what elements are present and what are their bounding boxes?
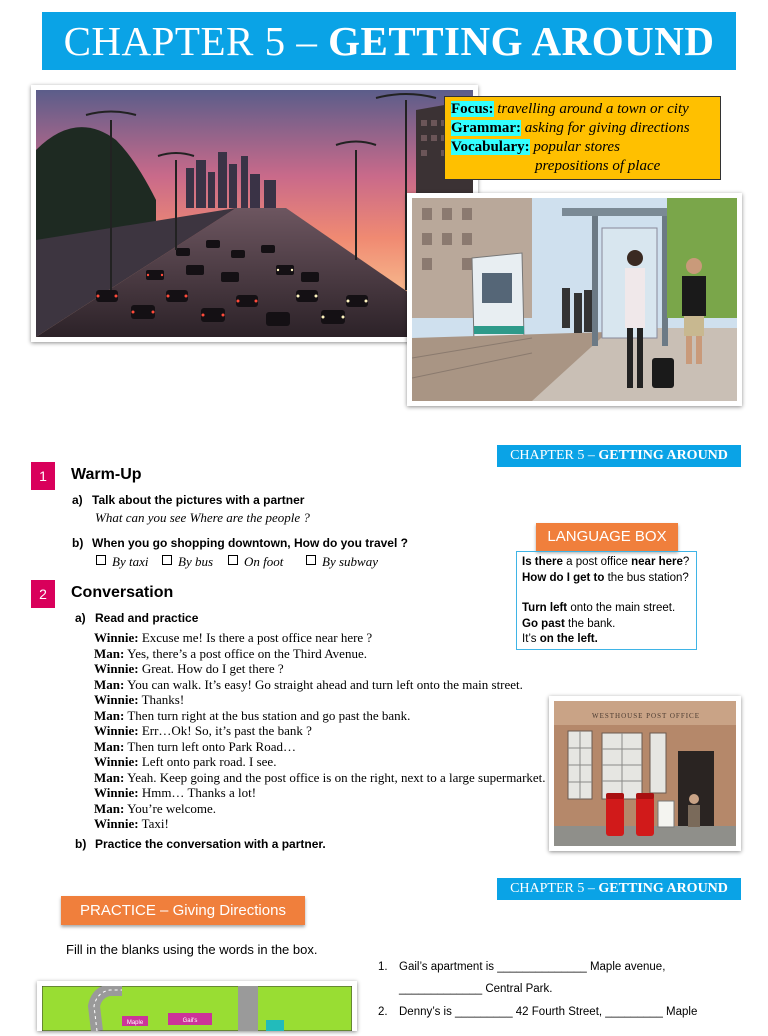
section-number-badge: 2 <box>31 580 55 608</box>
dialog-line <box>94 770 554 786</box>
line-text: Then turn right at the bus station and go past the bank. <box>124 707 411 723</box>
warmup-b <box>72 536 408 550</box>
speaker: Winnie: <box>94 785 139 800</box>
question-number: 2. <box>378 1006 388 1018</box>
vocabulary-label: Vocabulary: <box>451 139 530 155</box>
line-text: You can walk. It’s easy! Go straight ahead and turn left onto the main street. <box>124 676 523 692</box>
tram-station-photo <box>407 193 742 406</box>
language-box-title: LANGUAGE BOX <box>536 523 678 551</box>
line-text: Hmm… Thanks a lot! <box>138 785 257 800</box>
speaker: Winnie: <box>94 692 139 707</box>
speaker: Winnie: <box>94 661 139 676</box>
speaker: Man: <box>94 738 125 754</box>
lang-text: Go past <box>522 617 565 630</box>
warmup-b-label: b) <box>72 536 84 550</box>
speaker: Winnie: <box>94 630 139 645</box>
line-text: Thanks! <box>138 692 185 707</box>
warmup-title: Warm-Up <box>71 466 142 483</box>
conversation-a <box>75 611 198 625</box>
option-label: By taxi <box>112 554 149 569</box>
lang-text: ? <box>682 556 690 568</box>
lang-text: onto the main street. <box>567 602 676 614</box>
option-label: By bus <box>178 554 214 569</box>
chapter-tag-regular: CHAPTER 5 – <box>510 448 599 463</box>
speaker: Winnie: <box>94 816 139 831</box>
chapter-tag-bold: GETTING AROUND <box>598 448 728 463</box>
lang-text: the bank. <box>564 617 616 630</box>
option-taxi[interactable] <box>96 554 162 570</box>
line-text: Yeah. Keep going and the post office is on the right, next to a large supermarket. <box>124 769 546 785</box>
option-label: By subway <box>322 554 378 569</box>
question-text: Gail’s apartment is ______________ Maple avenue, <box>399 961 666 973</box>
question-number: 1. <box>378 961 388 973</box>
chapter-title-regular: CHAPTER 5 – <box>63 18 329 64</box>
dialog-line <box>94 723 554 739</box>
dialog-line <box>94 785 554 801</box>
checkbox[interactable] <box>162 555 172 565</box>
conversation-b-text: Practice the conversation with a partner. <box>95 837 326 851</box>
speaker: Winnie: <box>94 754 139 769</box>
focus-text: travelling around a town or city <box>497 101 689 117</box>
line-text: Left onto park road. I see. <box>138 754 277 769</box>
lang-text: Turn left <box>522 602 568 614</box>
conversation-dialog <box>94 630 554 832</box>
lang-text: on the left. <box>539 633 598 645</box>
dialog-line <box>94 739 554 755</box>
line-text: Great. How do I get there ? <box>138 661 284 676</box>
question-2 <box>378 1006 697 1018</box>
map-label-maple: Maple <box>126 1020 144 1026</box>
map-label-gails: Gail's <box>182 1018 198 1024</box>
section-number-badge: 1 <box>31 462 55 490</box>
speaker: Man: <box>94 645 125 661</box>
focus-label: Focus: <box>451 101 494 117</box>
chapter-title-bold: GETTING AROUND <box>328 18 715 64</box>
dialog-line <box>94 661 554 677</box>
lang-text: the bus station? <box>604 571 689 584</box>
tram-station-image <box>412 198 737 401</box>
chapter-tag <box>497 878 741 900</box>
street-map-image <box>42 986 352 1031</box>
option-subway[interactable] <box>306 554 392 570</box>
vocabulary-text-2: prepositions of place <box>535 158 661 174</box>
dialog-line <box>94 801 554 817</box>
chapter-tag <box>497 445 741 467</box>
dialog-line <box>94 708 554 724</box>
chapter-tag-regular: CHAPTER 5 – <box>510 881 599 896</box>
checkbox[interactable] <box>306 555 316 565</box>
grammar-label: Grammar: <box>451 120 521 136</box>
lang-text: It’s <box>522 633 540 645</box>
line-text: Then turn left onto Park Road… <box>124 738 296 754</box>
conversation-title: Conversation <box>71 584 174 601</box>
practice-title: PRACTICE – Giving Directions <box>61 896 305 925</box>
dialog-line <box>94 646 554 662</box>
question-1 <box>378 961 665 973</box>
lang-text: How do I get to <box>522 571 605 584</box>
line-text: Err…Ok! So, it’s past the bank ? <box>138 723 312 738</box>
post-office-photo <box>549 696 741 851</box>
warmup-b-text: When you go shopping downtown, How do you travel ? <box>92 536 408 550</box>
dialog-line <box>94 692 554 708</box>
line-text: Excuse me! Is there a post office near here ? <box>138 630 373 645</box>
option-label: On foot <box>244 554 284 569</box>
focus-info-box <box>444 96 721 180</box>
dialog-line <box>94 677 554 693</box>
dialog-line <box>94 630 554 646</box>
travel-options <box>96 554 416 570</box>
post-office-image <box>554 701 736 846</box>
line-text: You’re welcome. <box>124 800 217 816</box>
speaker: Winnie: <box>94 723 139 738</box>
line-text: Taxi! <box>138 816 169 831</box>
speaker: Man: <box>94 707 125 723</box>
question-1-continued: _____________ Central Park. <box>399 983 553 995</box>
conversation-a-text: Read and practice <box>95 611 199 625</box>
warmup-a-prompt: What can you see Where are the people ? <box>95 510 310 525</box>
lang-text: near here <box>631 556 683 568</box>
warmup-a <box>72 493 304 507</box>
chapter-title-banner <box>42 12 736 70</box>
lang-text: a post office <box>562 556 632 568</box>
speaker: Man: <box>94 800 125 816</box>
practice-instruction: Fill in the blanks using the words in the box. <box>66 942 318 957</box>
speaker: Man: <box>94 676 125 692</box>
chapter-tag-bold: GETTING AROUND <box>598 881 728 896</box>
warmup-a-label: a) <box>72 493 83 507</box>
conversation-a-label: a) <box>75 611 86 625</box>
post-office-sign: WESTHOUSE POST OFFICE <box>592 712 700 720</box>
conversation-b <box>75 837 326 851</box>
dialog-line <box>94 754 554 770</box>
dialog-line <box>94 816 554 832</box>
option-bus[interactable] <box>162 554 228 570</box>
checkbox[interactable] <box>96 555 106 565</box>
conversation-b-label: b) <box>75 837 87 851</box>
vocabulary-text-1: popular stores <box>533 139 620 155</box>
checkbox[interactable] <box>228 555 238 565</box>
question-text: Denny’s is _________ 42 Fourth Street, _________ Maple <box>399 1006 698 1018</box>
line-text: Yes, there’s a post office on the Third Avenue. <box>124 645 367 661</box>
option-foot[interactable] <box>228 554 306 570</box>
grammar-text: asking for giving directions <box>524 120 690 136</box>
warmup-a-text: Talk about the pictures with a partner <box>92 493 305 507</box>
lang-text: Is there <box>522 556 563 568</box>
speaker: Man: <box>94 769 125 785</box>
